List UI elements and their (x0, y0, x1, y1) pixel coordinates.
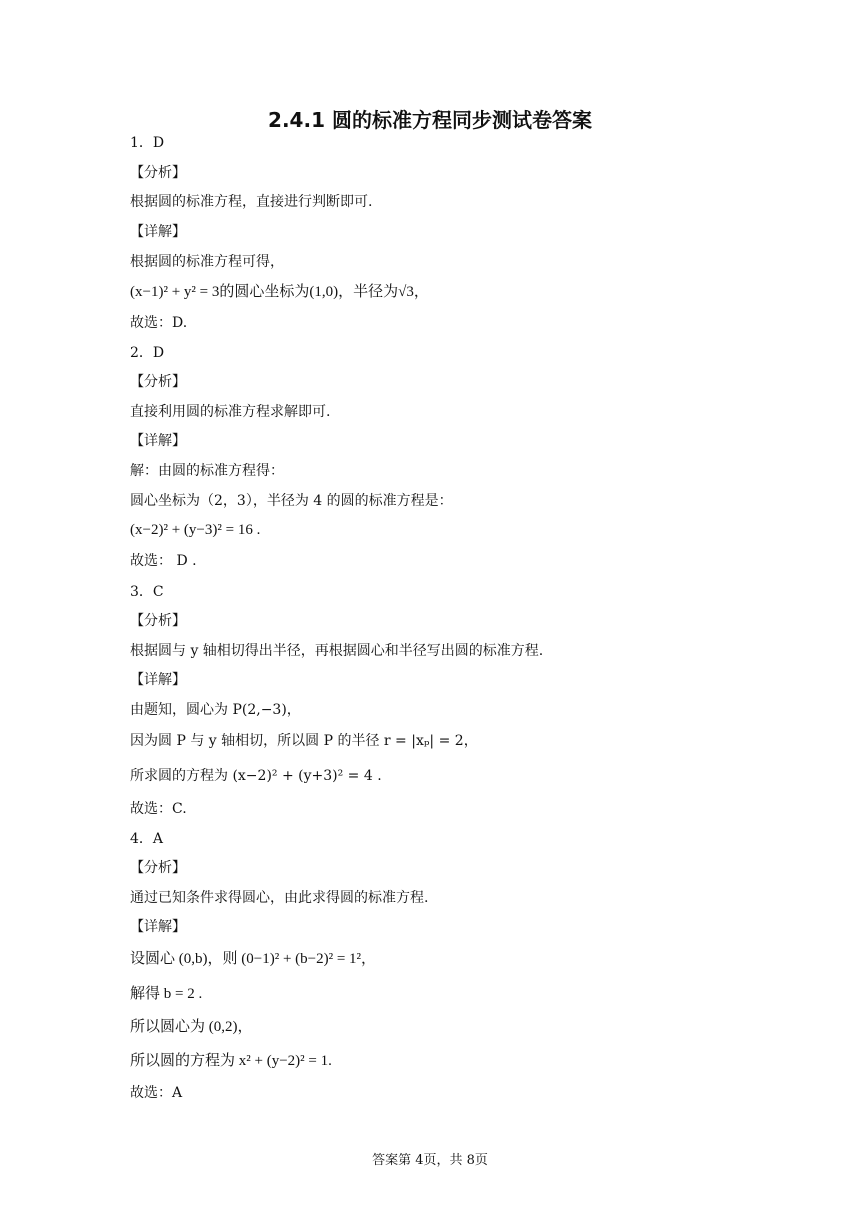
question-number: 1．D (130, 135, 165, 151)
answer-line: 故选：A (130, 1085, 183, 1101)
text-line: 根据圆与 y 轴相切得出半径，再根据圆心和半径写出圆的标准方程. (130, 643, 544, 659)
math-line: 解得 b = 2 . (130, 986, 203, 1002)
answer-line: 故选：D. (130, 315, 188, 331)
text-line: 解：由圆的标准方程得： (130, 463, 284, 479)
question-number: 3．C (130, 584, 164, 600)
section-heading-detail: 【详解】 (130, 433, 186, 449)
text-line: 通过已知条件求得圆心，由此求得圆的标准方程. (130, 890, 429, 906)
text-line: 因为圆 P 与 y 轴相切，所以圆 P 的半径 r = |xₚ| = 2， (130, 733, 478, 749)
section-heading-analysis: 【分析】 (130, 860, 186, 876)
section-heading-detail: 【详解】 (130, 919, 186, 935)
question-number: 4．A (130, 831, 164, 847)
math-line: 设圆心 (0,b)，则 (0−1)² + (b−2)² = 1²， (130, 951, 377, 967)
section-heading-detail: 【详解】 (130, 224, 186, 240)
answer-line: 故选：C. (130, 801, 187, 817)
text-line: 由题知，圆心为 P(2,−3)， (130, 702, 301, 718)
text-line: 根据圆的标准方程，直接进行判断即可. (130, 194, 373, 210)
math-line: 所以圆心为 (0,2)， (130, 1019, 253, 1035)
question-number: 2．D (130, 345, 165, 361)
math-line: (x−1)² + y² = 3的圆心坐标为(1,0)，半径为√3， (130, 284, 429, 300)
text-line: 圆心坐标为（2，3），半径为 4 的圆的标准方程是： (130, 493, 453, 509)
answer-line: 故选： D . (130, 553, 197, 569)
text-line: 根据圆的标准方程可得， (130, 254, 284, 270)
section-heading-detail: 【详解】 (130, 672, 186, 688)
section-heading-analysis: 【分析】 (130, 374, 186, 390)
page-footer: 答案第 4页，共 8页 (372, 1153, 488, 1168)
page-title: 2.4.1 圆的标准方程同步测试卷答案 (268, 108, 592, 132)
section-heading-analysis: 【分析】 (130, 613, 186, 629)
text-line: 直接利用圆的标准方程求解即可. (130, 404, 331, 420)
math-line: (x−2)² + (y−3)² = 16 . (130, 522, 261, 538)
section-heading-analysis: 【分析】 (130, 165, 186, 181)
math-line: 所求圆的方程为 (x−2)² + (y+3)² = 4 . (130, 768, 382, 784)
math-line: 所以圆的方程为 x² + (y−2)² = 1. (130, 1053, 332, 1069)
